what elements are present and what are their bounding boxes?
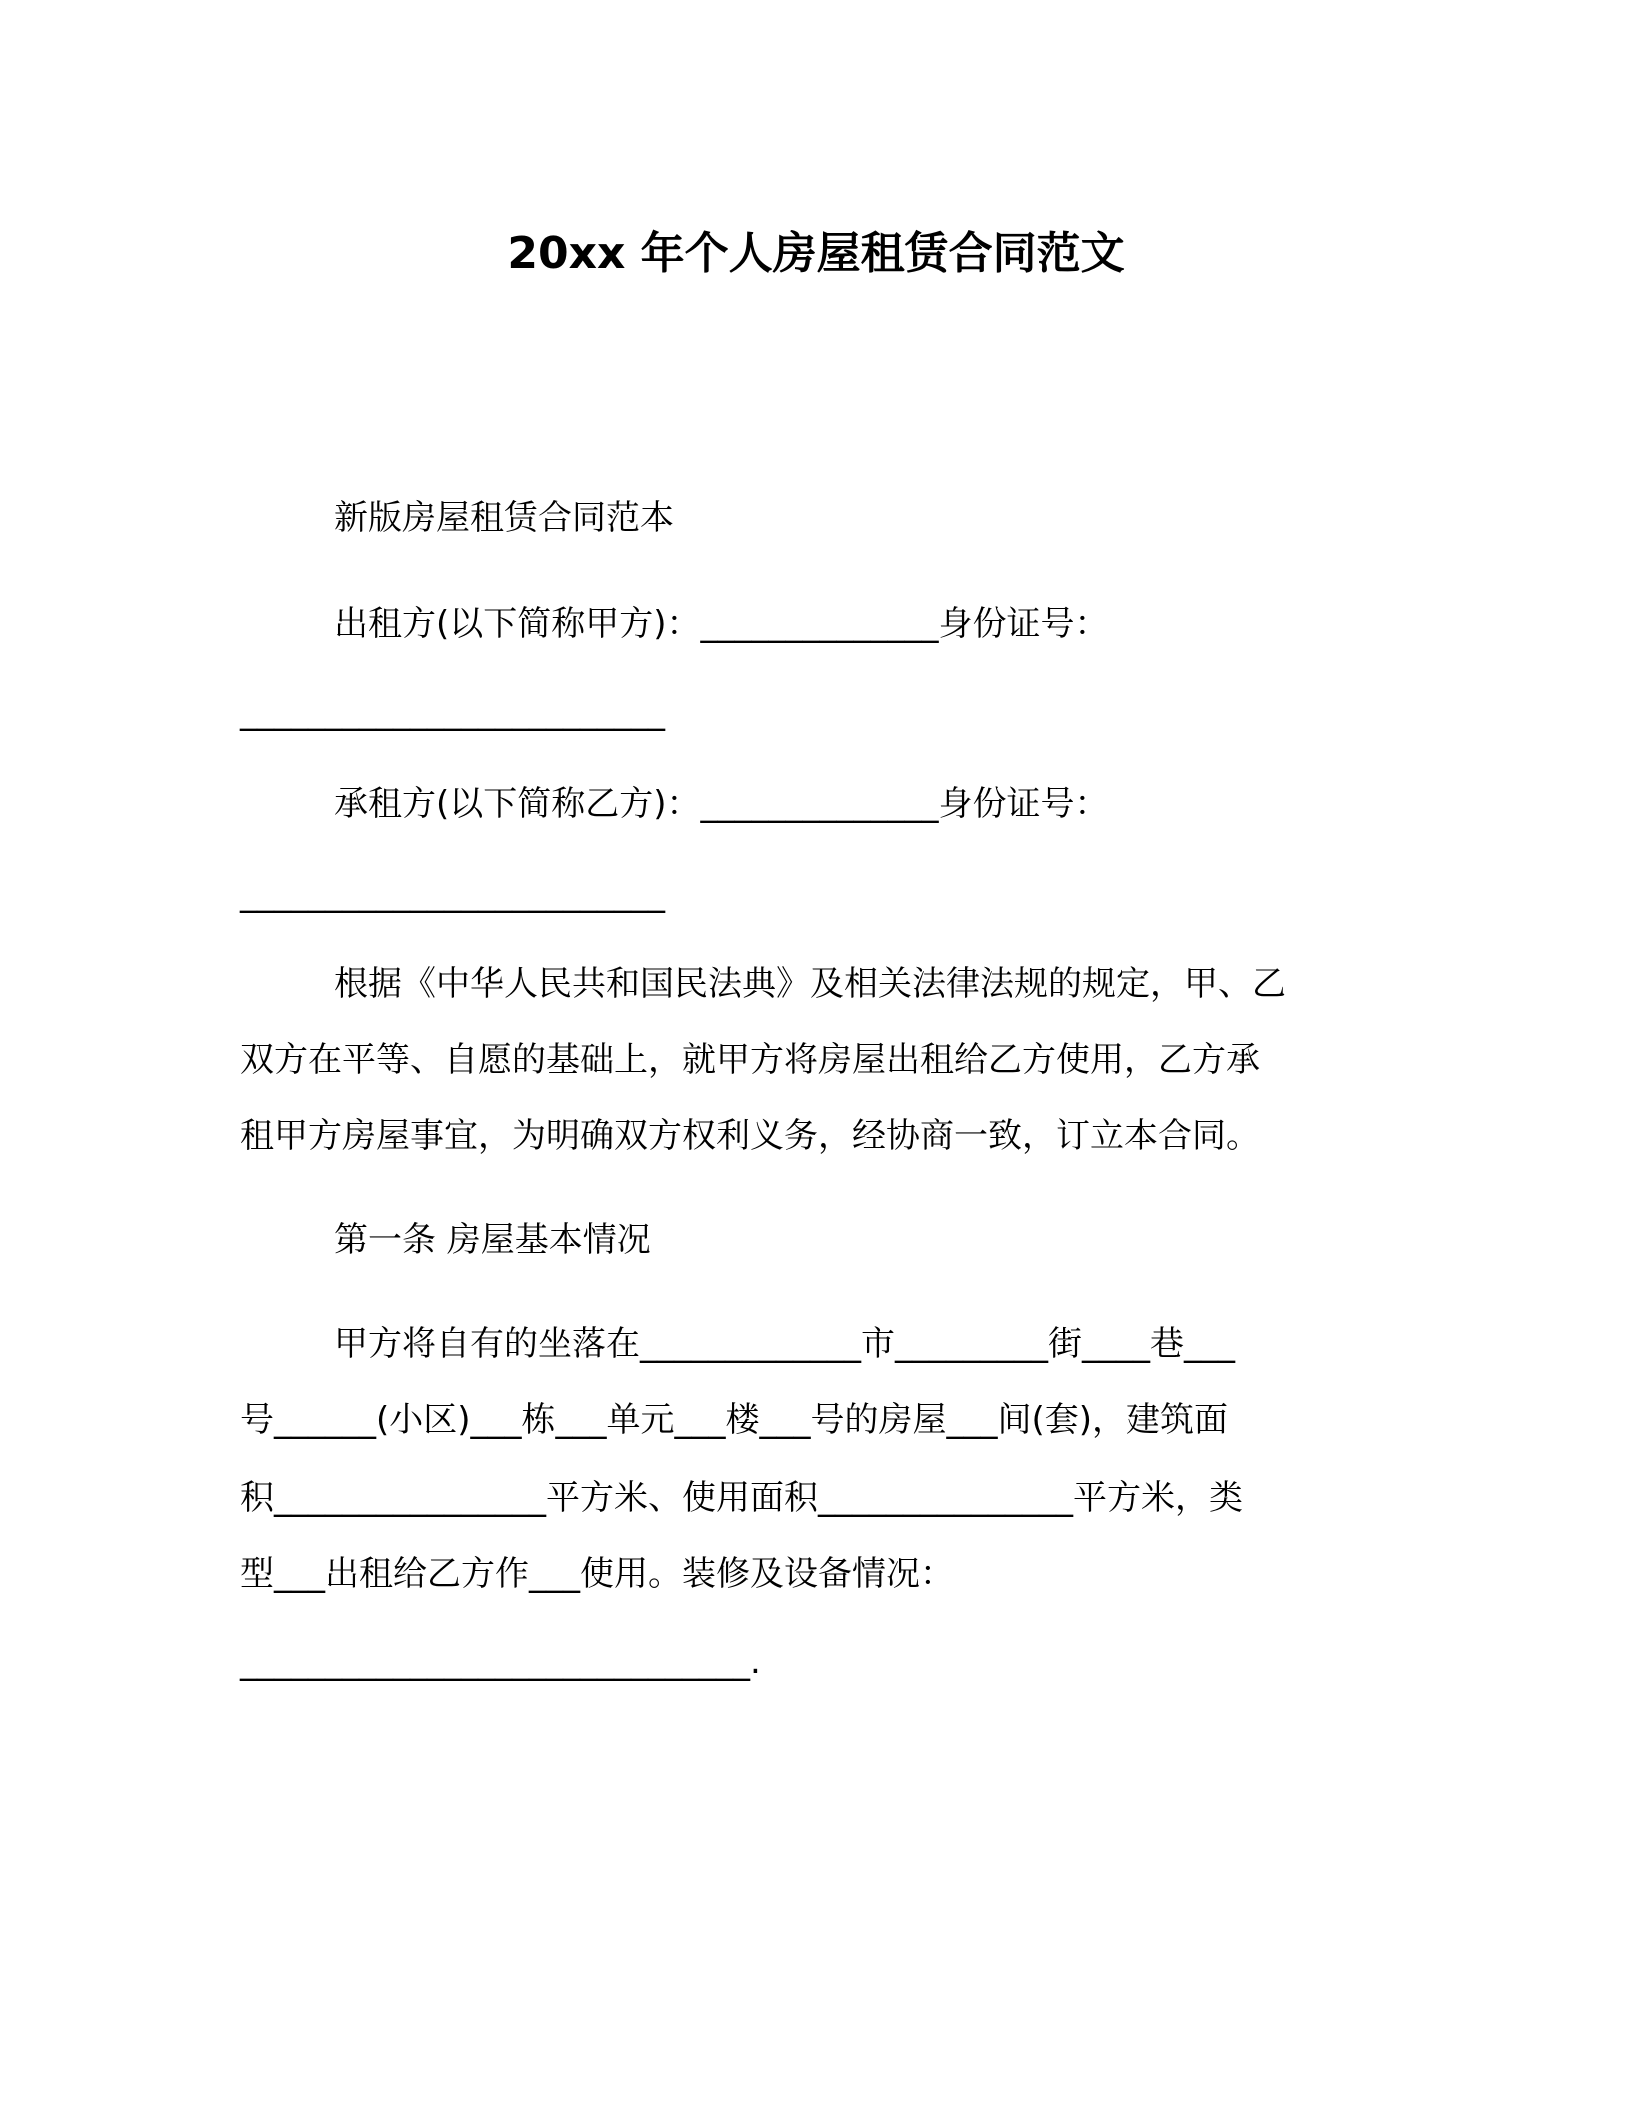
article-1-line-3: 积________________平方米、使用面积_______________平方米，类	[240, 1478, 1243, 1518]
lessee-id-blank: _________________________	[240, 874, 665, 914]
lessor-line: 出租方(以下简称甲方)：______________身份证号：	[334, 604, 1109, 644]
contract-subtitle: 新版房屋租赁合同范本	[334, 498, 674, 538]
preamble-line-2: 双方在平等、自愿的基础上，就甲方将房屋出租给乙方使用，乙方承	[240, 1040, 1260, 1080]
article-1-line-4: 型___出租给乙方作___使用。装修及设备情况：	[240, 1554, 954, 1594]
article-1-line-1: 甲方将自有的坐落在_____________市_________街____巷___	[334, 1324, 1235, 1364]
lessor-id-blank: _________________________	[240, 692, 665, 732]
article-1-line-2: 号______(小区)___栋___单元___楼___号的房屋___间(套)，建筑面	[240, 1400, 1229, 1440]
decoration-equipment-blank: ______________________________.	[240, 1642, 761, 1682]
preamble-line-1: 根据《中华人民共和国民法典》及相关法律法规的规定，甲、乙	[334, 964, 1286, 1004]
article-1-heading: 第一条 房屋基本情况	[334, 1220, 651, 1260]
preamble-line-3: 租甲方房屋事宜，为明确双方权利义务，经协商一致，订立本合同。	[240, 1116, 1260, 1156]
lessee-line: 承租方(以下简称乙方)：______________身份证号：	[334, 784, 1109, 824]
document-title: 20xx 年个人房屋租赁合同范文	[507, 228, 1125, 279]
